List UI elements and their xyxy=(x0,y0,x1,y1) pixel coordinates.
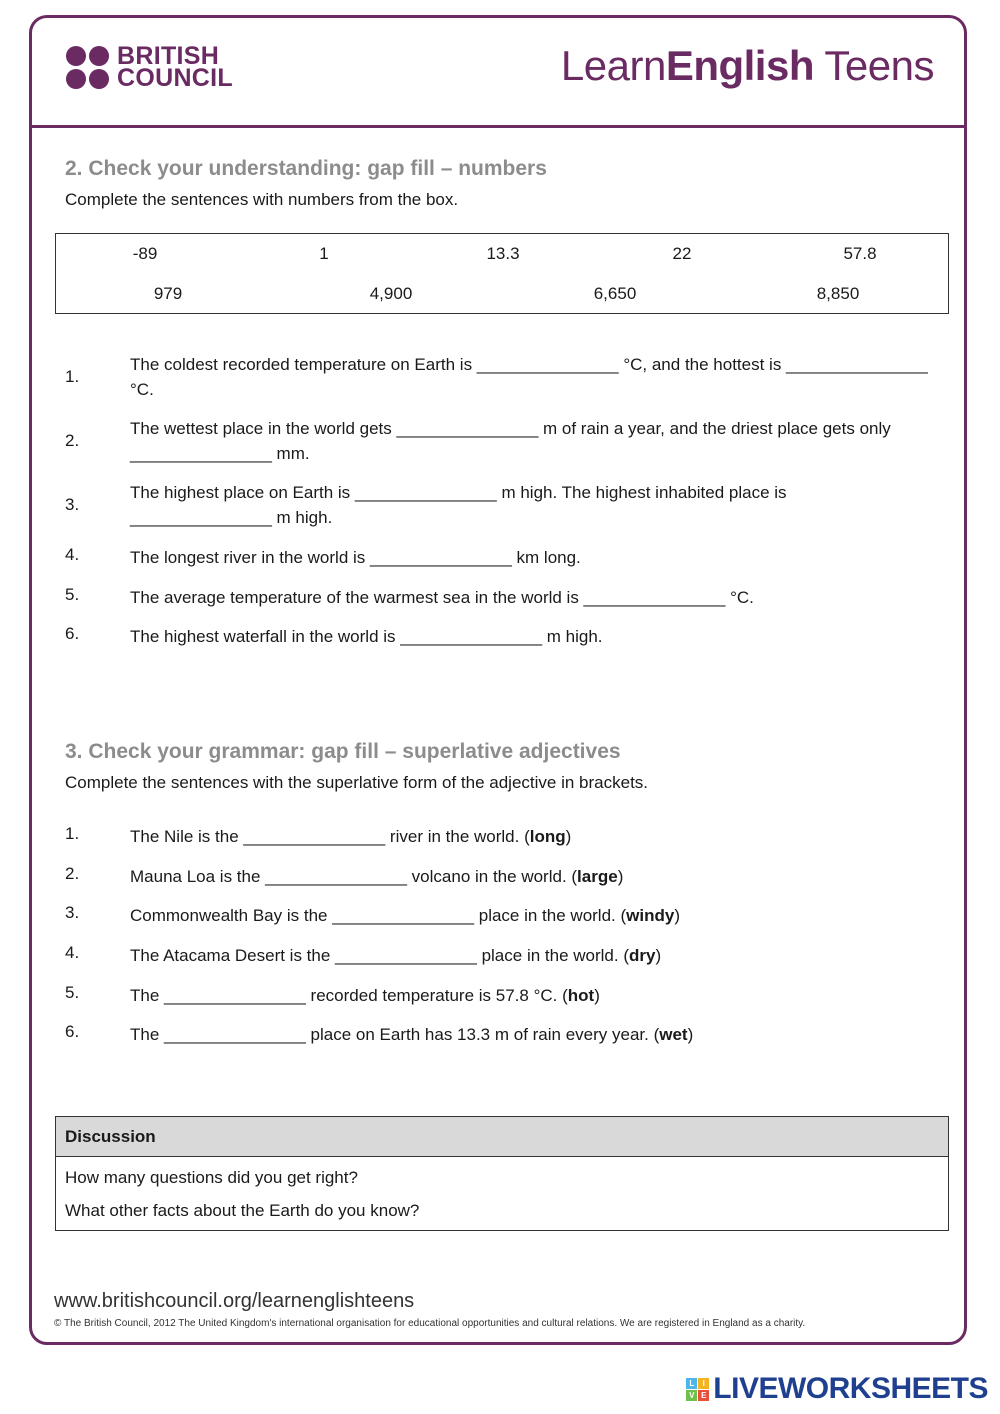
question-number: 5. xyxy=(65,983,80,1002)
adjective-hint: hot xyxy=(567,986,595,1005)
adjective-hint: wet xyxy=(659,1025,688,1044)
footer-url[interactable]: www.britishcouncil.org/learnenglishteens xyxy=(54,1290,415,1312)
discussion-box xyxy=(55,1116,949,1231)
question-closing: ) xyxy=(594,986,600,1005)
number-option: 57.8 xyxy=(843,244,877,263)
question-text: The average temperature of the warmest sea in the world is _______________ °C. xyxy=(130,588,754,607)
question-number: 2. xyxy=(65,864,80,883)
number-box xyxy=(55,233,949,314)
liveworksheets-label: LIVEWORKSHEETS xyxy=(713,1372,988,1405)
question-item xyxy=(65,416,935,466)
lw-letter: L xyxy=(686,1378,697,1389)
question-text: The coldest recorded temperature on Earth is _______________ °C, and the hottest is _______________ °C. xyxy=(130,355,928,399)
question-closing: ) xyxy=(565,827,572,846)
question-closing: ) xyxy=(687,1025,694,1044)
discussion-heading: Discussion xyxy=(56,1117,948,1157)
number-option: 979 xyxy=(153,284,183,303)
lw-letter: E xyxy=(698,1390,709,1401)
question-number: 5. xyxy=(65,585,80,604)
question-closing: ) xyxy=(674,906,680,925)
number-option: 6,650 xyxy=(593,284,637,303)
lw-letter: I xyxy=(698,1378,709,1389)
question-number: 6. xyxy=(65,1022,80,1041)
liveworksheets-icon xyxy=(686,1378,709,1401)
question-number: 3. xyxy=(65,903,80,922)
question-text: The wettest place in the world gets _______________ m of rain a year, and the driest place gets only _______________ mm. xyxy=(130,419,891,463)
logo-line-2: COUNCIL xyxy=(117,64,233,92)
question-number: 3. xyxy=(65,495,80,514)
question-text: The highest waterfall in the world is _______________ m high. xyxy=(130,627,603,646)
number-option: 8,850 xyxy=(816,284,860,303)
question-text: Commonwealth Bay is the _______________ place in the world. ( xyxy=(130,906,627,925)
number-option: -89 xyxy=(132,244,158,263)
section2-instruction: Complete the sentences with numbers from the box. xyxy=(65,190,459,209)
adjective-hint: large xyxy=(577,867,618,886)
adjective-hint: dry xyxy=(629,946,656,965)
question-text: The Nile is the _______________ river in the world. ( xyxy=(130,827,530,846)
section3-instruction: Complete the sentences with the superlative form of the adjective in brackets. xyxy=(65,773,649,792)
discussion-question-1: How many questions did you get right? xyxy=(65,1168,358,1187)
lw-letter: V xyxy=(686,1390,697,1401)
adjective-hint: windy xyxy=(626,906,675,925)
question-text: The _______________ place on Earth has 13.3 m of rain every year. ( xyxy=(130,1025,660,1044)
british-council-dots-icon xyxy=(66,46,109,89)
question-text: Mauna Loa is the _______________ volcano in the world. ( xyxy=(130,867,578,886)
footer-copyright: © The British Council, 2012 The United Kingdom's international organisation for educational opportunities and cultural relations. We are registered in England as a charity. xyxy=(54,1318,806,1329)
header-divider xyxy=(29,125,967,128)
learnenglish-teens-logo xyxy=(561,42,934,90)
british-council-logo xyxy=(66,42,233,92)
logo-teens: Teens xyxy=(814,42,934,89)
question-closing: ) xyxy=(655,946,662,965)
question-number: 2. xyxy=(65,431,80,450)
section2-title: 2. Check your understanding: gap fill – numbers xyxy=(65,157,547,180)
question-item xyxy=(65,352,935,402)
adjective-hint: long xyxy=(529,827,566,846)
logo-english: English xyxy=(665,42,814,89)
logo-learn: Learn xyxy=(560,42,666,89)
question-text: The _______________ recorded temperature is 57.8 °C. ( xyxy=(130,986,568,1005)
question-item xyxy=(65,480,935,530)
number-option: 1 xyxy=(319,244,329,263)
question-text: The longest river in the world is _______________ km long. xyxy=(130,548,581,567)
question-text: The highest place on Earth is _______________ m high. The highest inhabited place is _______________ m high. xyxy=(130,483,787,527)
question-text: The Atacama Desert is the _______________ place in the world. ( xyxy=(130,946,629,965)
question-number: 1. xyxy=(65,367,80,386)
section3-title: 3. Check your grammar: gap fill – superlative adjectives xyxy=(65,740,621,763)
logo-line-1: BRITISH xyxy=(117,42,220,70)
number-option: 13.3 xyxy=(486,244,520,263)
question-number: 4. xyxy=(65,943,80,962)
question-number: 4. xyxy=(65,545,80,564)
number-option: 4,900 xyxy=(369,284,413,303)
discussion-question-2: What other facts about the Earth do you know? xyxy=(65,1201,420,1220)
question-number: 6. xyxy=(65,624,80,643)
liveworksheets-logo xyxy=(686,1372,988,1406)
question-number: 1. xyxy=(65,824,80,843)
number-option: 22 xyxy=(672,244,692,263)
question-closing: ) xyxy=(617,867,624,886)
